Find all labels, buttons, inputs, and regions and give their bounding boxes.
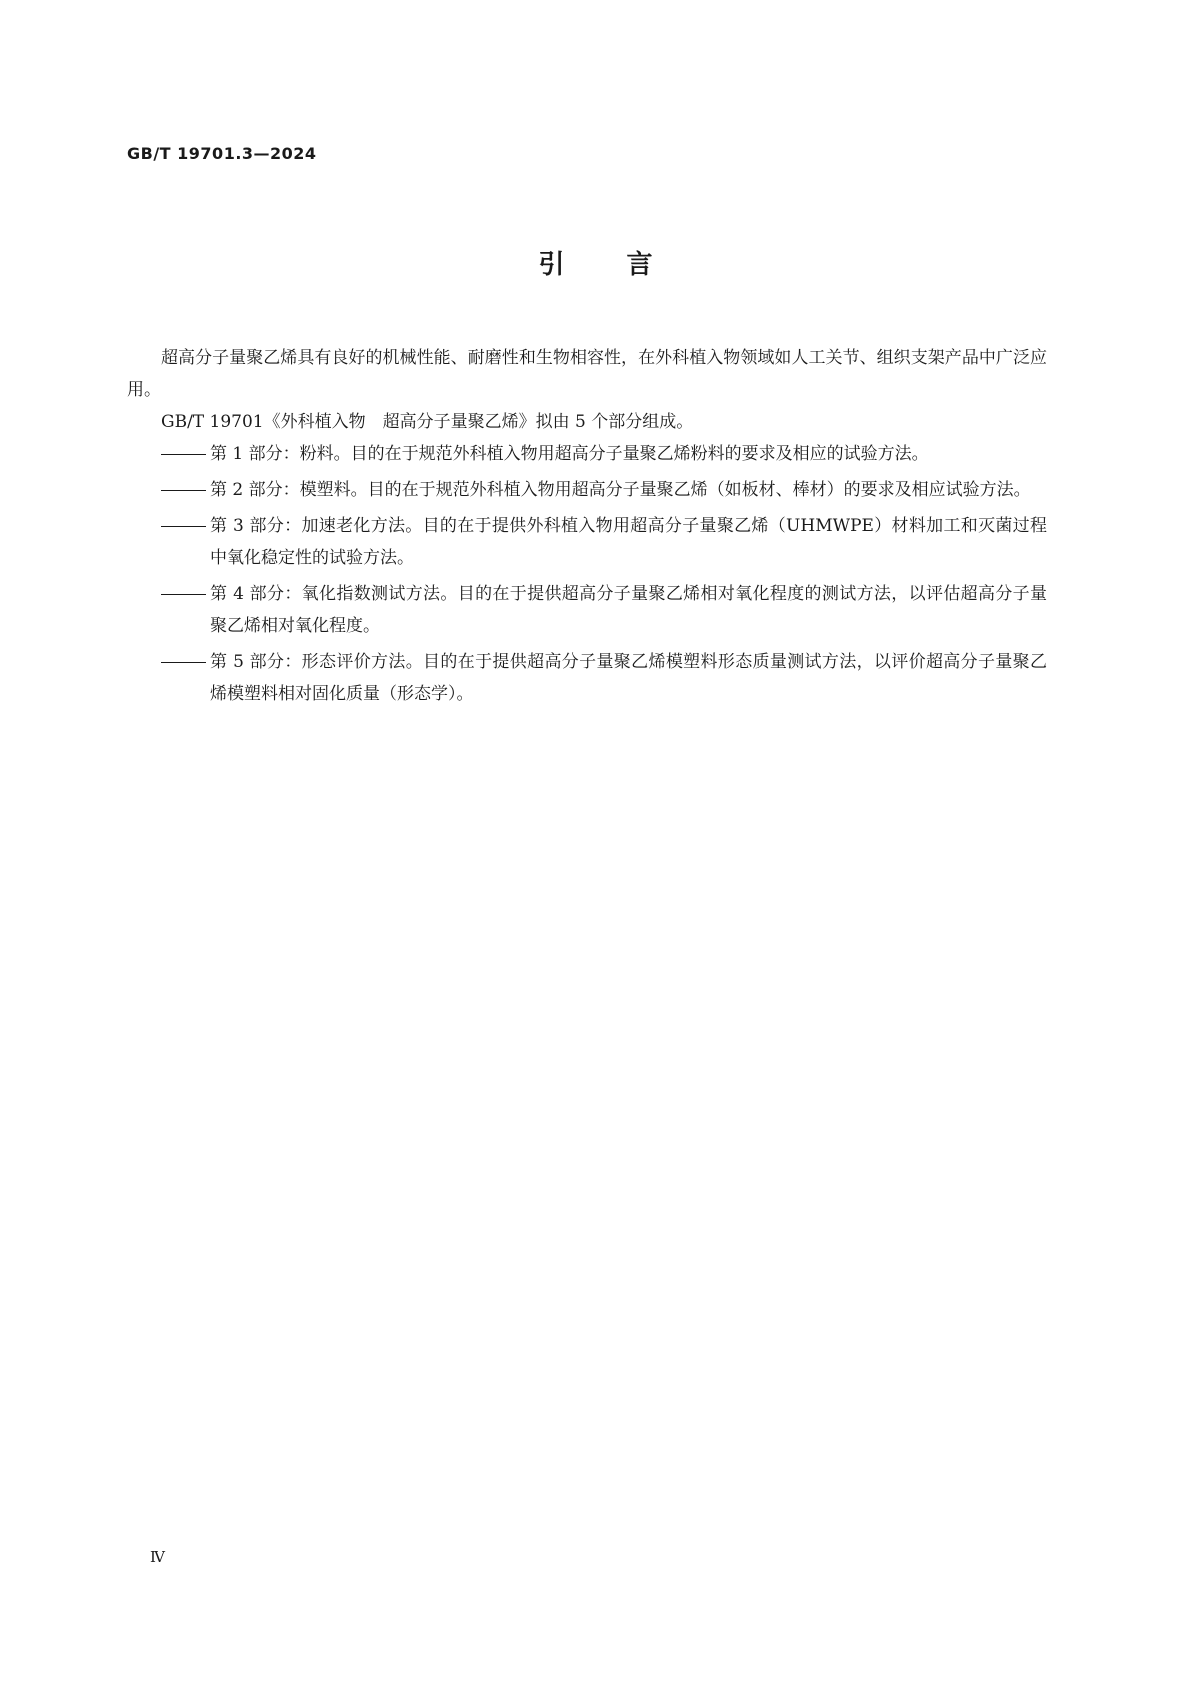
dash-marker (161, 646, 210, 678)
page-number: Ⅳ (150, 1548, 165, 1566)
list-item-text: 第 1 部分：粉料。目的在于规范外科植入物用超高分子量聚乙烯粉料的要求及相应的试验方法。 (210, 444, 929, 464)
list-item-part-3 (127, 510, 1047, 574)
dash-marker (161, 438, 210, 470)
list-item-text: 第 2 部分：模塑料。目的在于规范外科植入物用超高分子量聚乙烯（如板材、棒材）的要求及相应试验方法。 (210, 480, 1031, 500)
document-code: GB/T 19701.3—2024 (127, 144, 317, 163)
list-item-text: 第 5 部分：形态评价方法。目的在于提供超高分子量聚乙烯模塑料形态质量测试方法，以评价超高分子量聚乙烯模塑料相对固化质量（形态学）。 (210, 652, 1047, 704)
list-item-text: 第 4 部分：氧化指数测试方法。目的在于提供超高分子量聚乙烯相对氧化程度的测试方法，以评估超高分子量聚乙烯相对氧化程度。 (210, 584, 1047, 636)
intro-paragraph: 超高分子量聚乙烯具有良好的机械性能、耐磨性和生物相容性，在外科植入物领域如人工关节、组织支架产品中广泛应用。 (127, 348, 1047, 400)
dash-marker (161, 578, 210, 610)
structure-paragraph: GB/T 19701《外科植入物 超高分子量聚乙烯》拟由 5 个部分组成。 (161, 412, 694, 432)
parts-list (127, 438, 1047, 710)
dash-marker (161, 474, 210, 506)
list-item-part-4 (127, 578, 1047, 642)
list-item-part-1 (127, 438, 1047, 470)
list-item-text: 第 3 部分：加速老化方法。目的在于提供外科植入物用超高分子量聚乙烯（UHMWPE）材料加工和灭菌过程中氧化稳定性的试验方法。 (210, 516, 1047, 568)
dash-marker (161, 510, 210, 542)
page-title: 引言 (538, 250, 715, 280)
list-item-part-5 (127, 646, 1047, 710)
list-item-part-2 (127, 474, 1047, 506)
document-body (127, 342, 1047, 714)
